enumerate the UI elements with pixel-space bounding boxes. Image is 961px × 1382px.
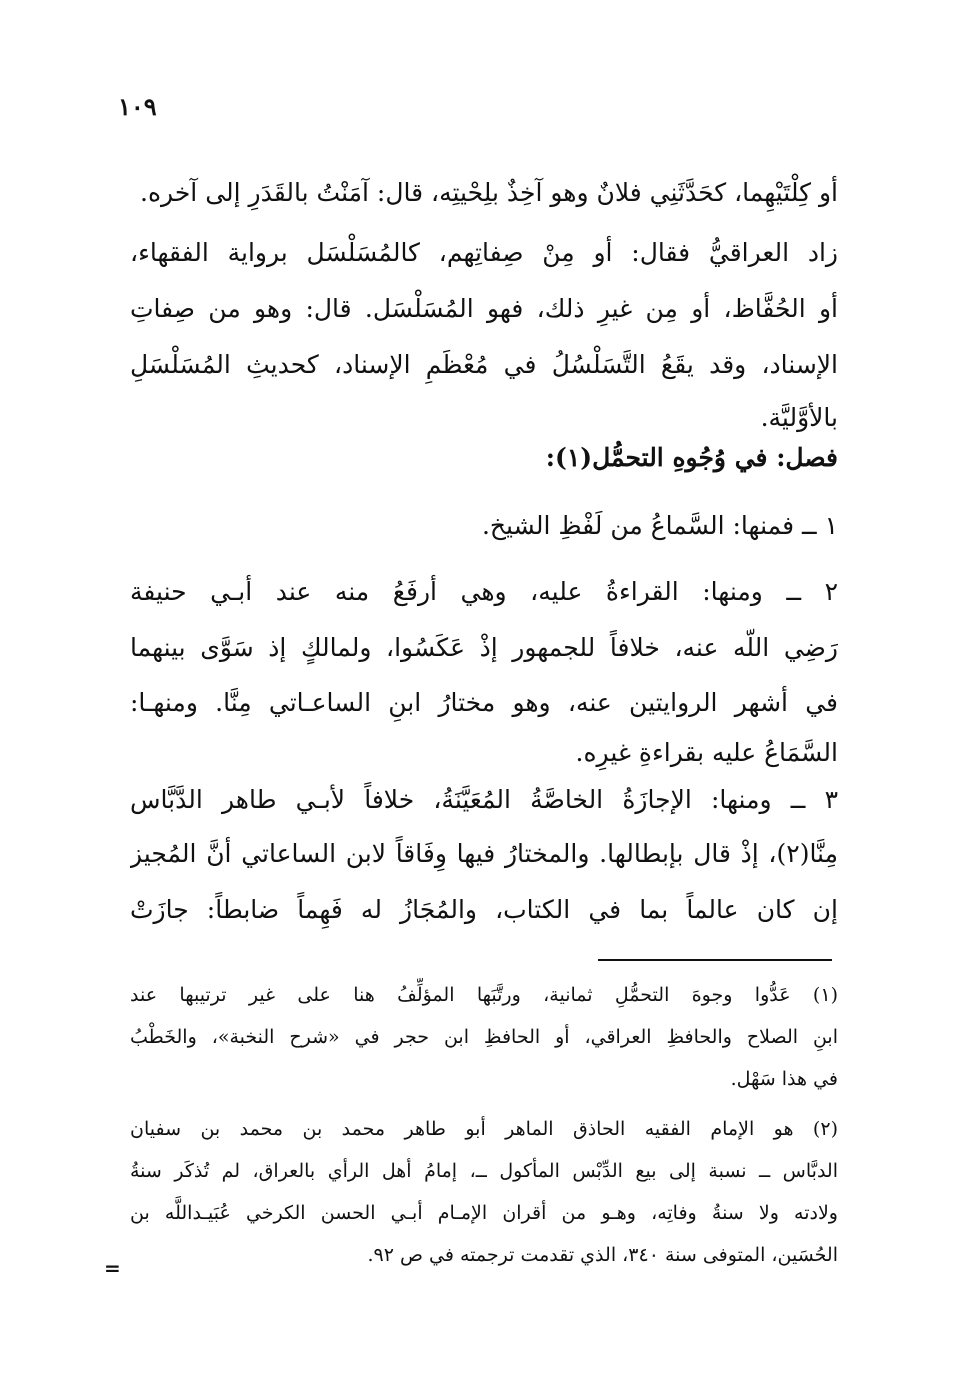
text-line: السَّمَاعُ عليه بقراءةِ غيرِه.	[575, 738, 838, 767]
footnote-line: ابنِ الصلاح والحافظِ العراقي، أو الحافظِ ابن حجر في «شرح النخبة»، والخَطْبُ	[130, 1026, 838, 1048]
text-line: أو الحُفَّاظ، أو مِن غيرِ ذلك، فهو المُسَلْسَل. قال: وهو من صِفاتِ	[130, 294, 838, 323]
footnote-line: (١) عَدُّوا وجوهَ التحمُّلِ ثمانية، ورتَّبَها المؤلِّفُ هنا على غير ترتيبها عند	[130, 984, 838, 1006]
footnote-line: ولادته ولا سنةُ وفاتِه، وهـو من أقران الإمـام أبـي الحسن الكرخي عُبَيـداللَّه بن	[130, 1202, 838, 1224]
text-line: إن كان عالماً بما في الكتاب، والمُجَازُ له فَهِماً ضابطاً: جازَتْ	[130, 895, 838, 924]
text-line: زاد العراقيُّ فقال: أو مِنْ صِفاتِهم، كالمُسَلْسَل برواية الفقهاء،	[130, 238, 838, 267]
text-line: في أشهر الروايتين عنه، وهو مختارُ ابنِ الساعـاتي مِنَّا. ومنهـا:	[130, 688, 838, 717]
footnote-line: الدبَّاس ــ نسبة إلى بيع الدِّبْس المأكول ــ، إمامُ أهل الرأي بالعراق، لم تُذكَر سنةُ	[130, 1160, 838, 1182]
footnote-line: الحُسَين، المتوفى سنة ٣٤٠، الذي تقدمت ترجمته في ص ٩٢.	[367, 1244, 838, 1266]
text-line: مِنَّا(٢)، إذْ قال بإبطالها. والمختارُ فيها وِفَاقاً لابن الساعاتي أنَّ المُجيز	[130, 839, 838, 868]
text-line: ٣ ــ ومنها: الإجازَةُ الخاصَّةُ المُعَيَّنَةُ، خلافاً لأبـي طاهر الدَّبَّاس	[130, 785, 838, 814]
continuation-mark: =	[104, 1256, 121, 1280]
text-line: أو كِلْتَيْهِما، كحَدَّثَنِي فلانٌ وهو آخِذٌ بلِحْيتِه، قال: آمَنْتُ بالقَدَرِ إلى آخره.	[140, 178, 838, 207]
section-heading: فصل: في وُجُوهِ التحمُّل(١):	[545, 443, 838, 472]
text-line: بالأوَّليَّة.	[760, 403, 838, 432]
text-line: ١ ــ فمنها: السَّماعُ من لَفْظِ الشيخ.	[481, 511, 838, 540]
page-number: ١٠٩	[118, 92, 157, 121]
text-line: رَضِي اللَّه عنه، خلافاً للجمهور إذْ عَكَسُوا، ولمالكٍ إذ سَوَّى بينهما	[130, 633, 838, 662]
footnote-line: (٢) هو الإمام الفقيه الحاذق الماهر أبو طاهر محمد بن محمد بن سفيان	[130, 1118, 838, 1140]
footnote-divider	[598, 959, 832, 961]
text-line: الإسناد، وقد يقَعُ التَّسَلْسُلُ في مُعْظَمِ الإسناد، كحديثِ المُسَلْسَلِ	[130, 350, 838, 379]
footnote-line: في هذا سَهْل.	[730, 1068, 838, 1090]
text-line: ٢ ــ ومنها: القراءةُ عليه، وهي أرفَعُ منه عند أبـي حنيفة	[130, 577, 838, 606]
